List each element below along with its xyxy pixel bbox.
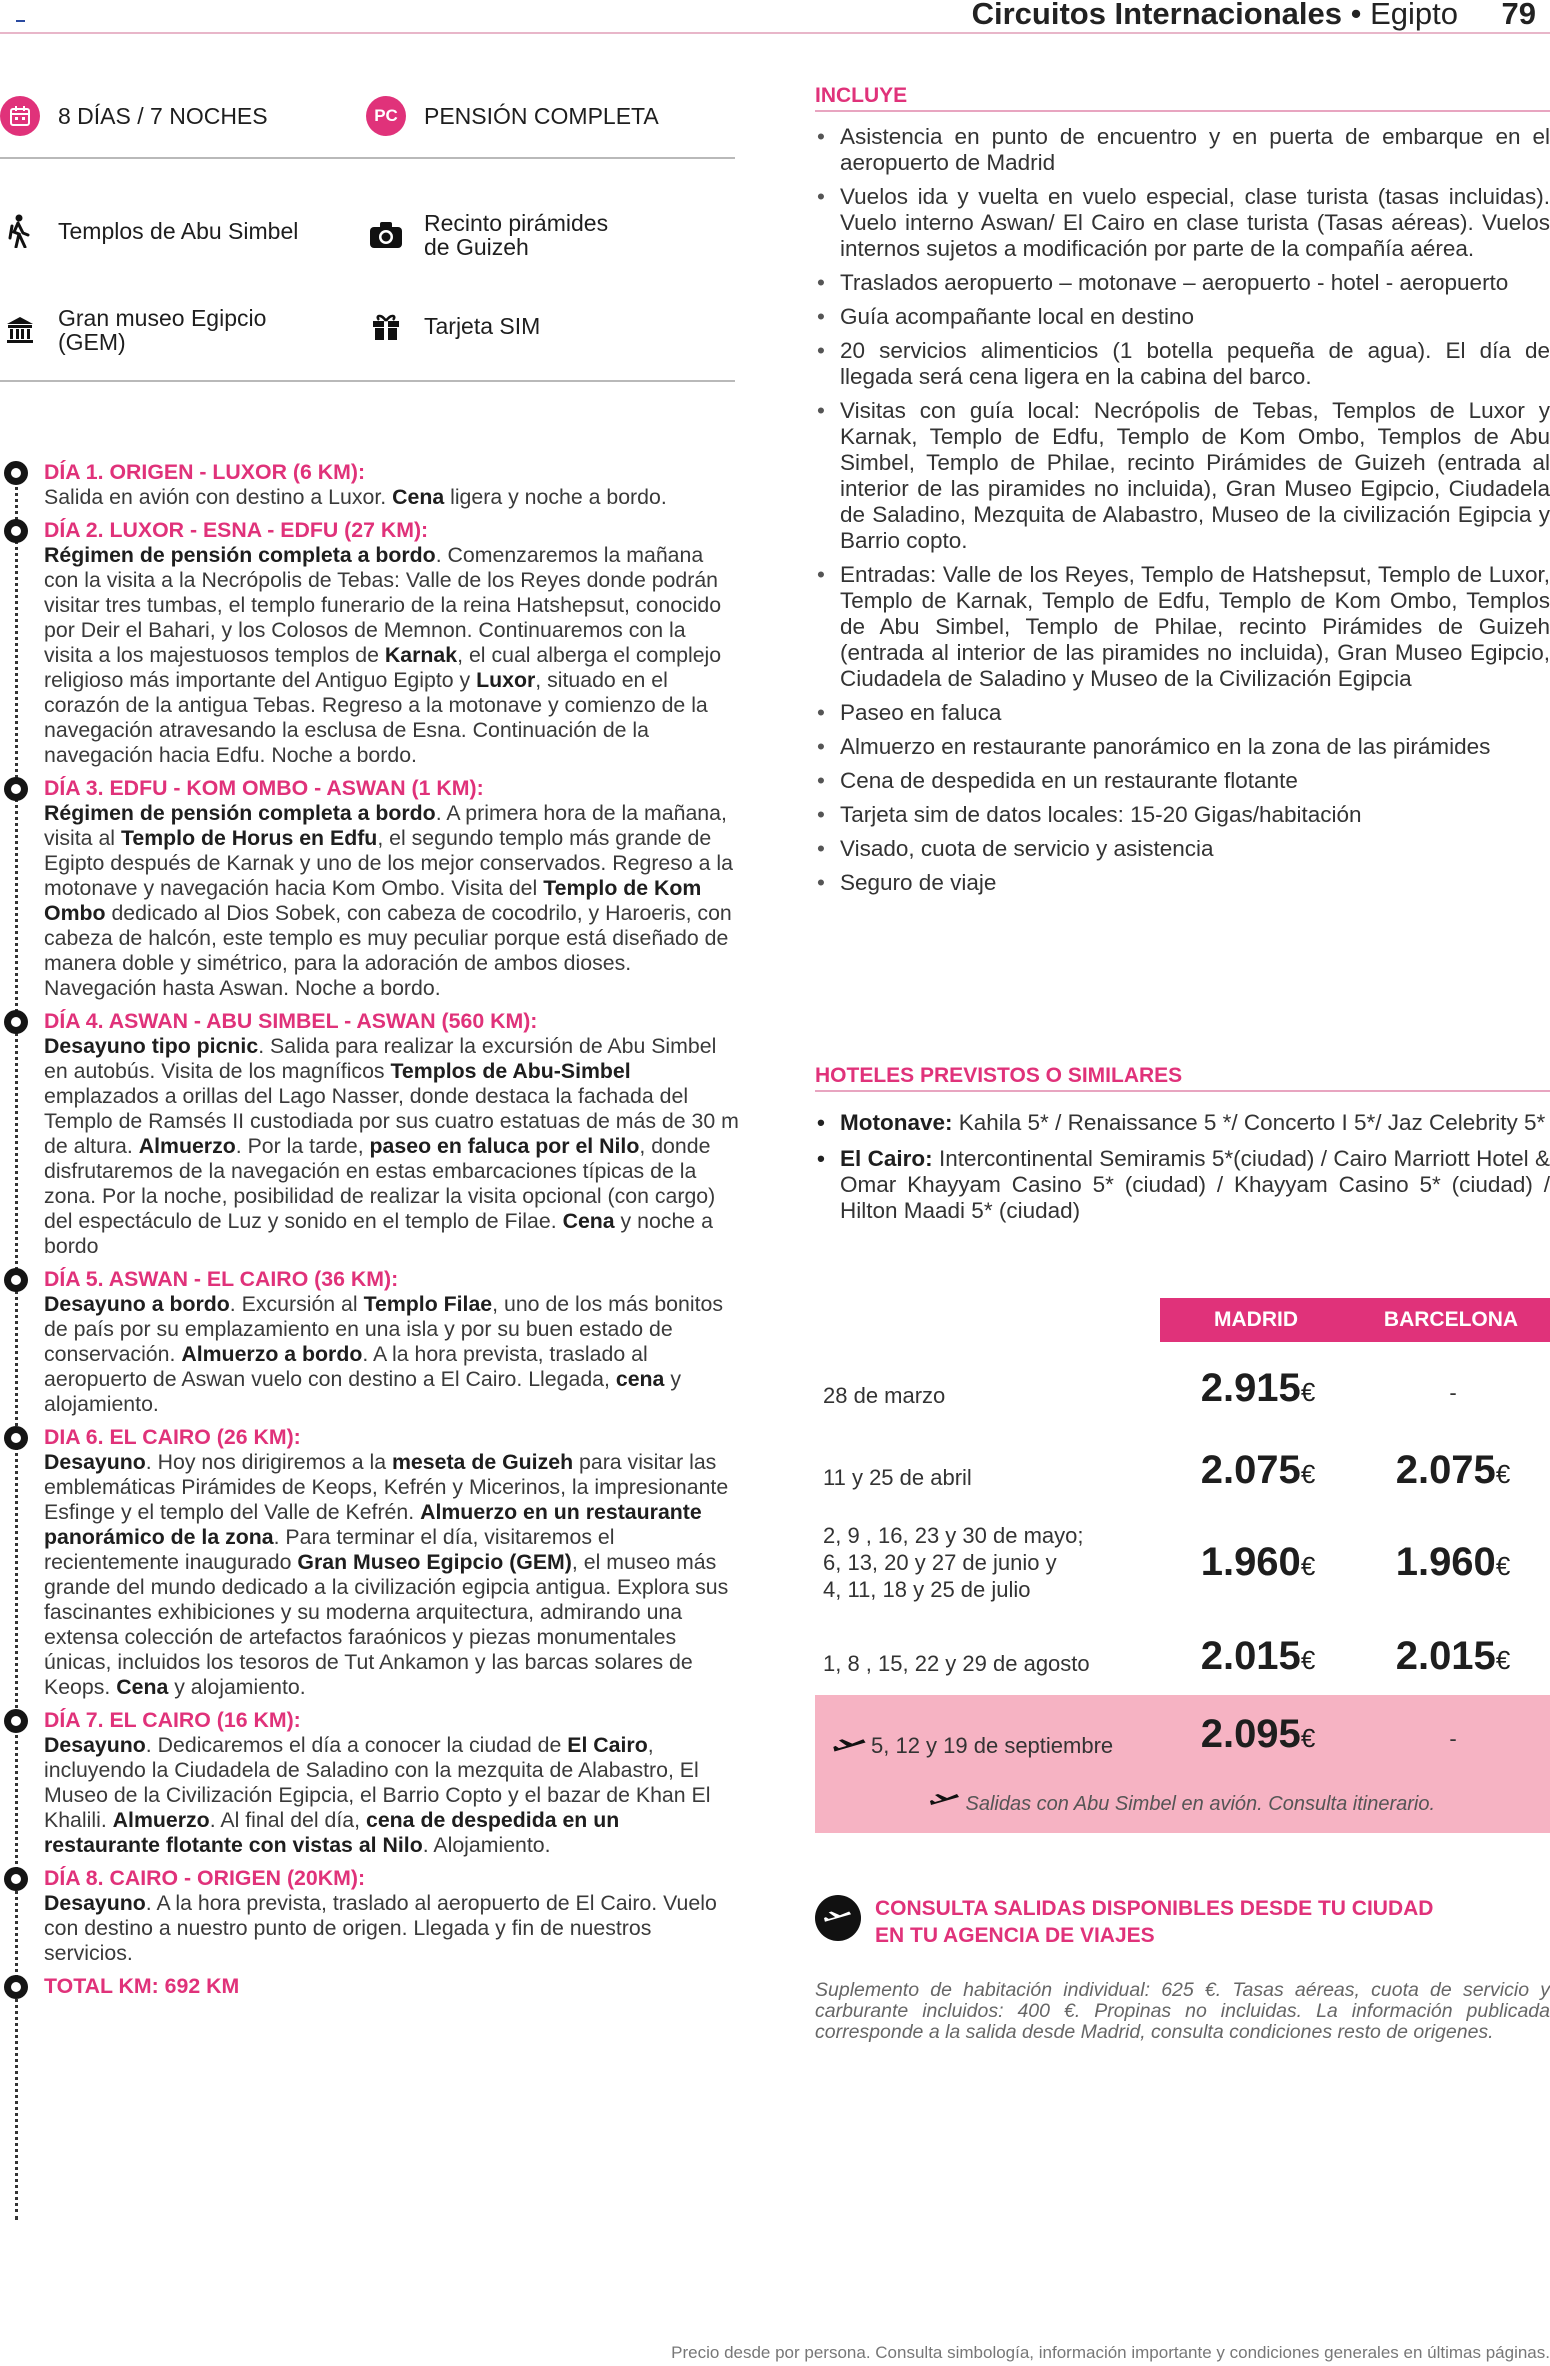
price-unavailable: - [1449, 1726, 1457, 1751]
hiker-icon [0, 211, 40, 251]
day-description: Desayuno. Hoy nos dirigiremos a la meseta de Guizeh para visitar las emblemáticas Pirámides de Keops, Kefrén y Micerinos, la impresionante Esfinge y el templo del Valle de Kefrén. Almuerzo en un restaurante panorámico de la zona. Para terminar el día, visitaremos el recientemente inaugurado Gran Museo Egipcio (GEM), el museo más grande del mundo dedicado a la civilización egipcia antigua. Explora sus fascinantes exhibiciones y su moderna arquitectura, admirando una extensa colección de artefactos faraónicos y piezas monumentales únicas, incluidos los tesoros de Tut Ankamon y las barcas solares de Keops. Cena y alojamiento. [44, 1450, 729, 1699]
timeline-dot-icon [4, 1426, 28, 1450]
itinerary-day [0, 518, 740, 768]
departure-dates: 28 de marzo [823, 1383, 946, 1408]
day-description: Salida en avión con destino a Luxor. Cena ligera y noche a bordo. [44, 485, 667, 509]
incluye-item: • Guía acompañante local en destino [815, 304, 1550, 330]
header-title [972, 0, 1458, 32]
gift-icon [366, 306, 406, 346]
price-value: 2.015 [1200, 1634, 1301, 1678]
day-title: DÍA 4. ASWAN - ABU SIMBEL - ASWAN (560 KM): [44, 1009, 538, 1033]
day-description: Desayuno. A la hora prevista, traslado al aeropuerto de El Cairo. Vuelo con destino a nuestro punto de origen. Llegada y fin de nuestros servicios. [44, 1891, 717, 1965]
price-row [815, 1712, 1550, 1772]
page-number: 79 [1501, 0, 1536, 31]
plane-icon [815, 1895, 861, 1941]
price-barcelona [1358, 1634, 1548, 1679]
itinerary-day [0, 776, 740, 1001]
price-row [815, 1444, 1550, 1504]
day-title: DÍA 3. EDFU - KOM OMBO - ASWAN (1 KM): [44, 776, 484, 800]
timeline-dot-icon [4, 461, 28, 485]
price-madrid [1163, 1712, 1353, 1757]
price-row [815, 1520, 1550, 1608]
pension-feature [366, 96, 659, 136]
hotel-names: Intercontinental Semiramis 5*(ciudad) / Cairo Marriott Hotel & Omar Khayyam Casino 5* (ciudad) / Khayyam Casino 5* (ciudad) / Hilton Maadi 5* (ciudad) [840, 1146, 1550, 1223]
header-title-separator: • [1350, 0, 1362, 31]
incluye-item: • Entradas: Valle de los Reyes, Templo de Hatshepsut, Templo de Luxor, Templo de Karnak, Templo de Edfu, Templo de Kom Ombo, Templos de Abu Simbel, Templo de Philae, recinto Pirámides de Guizeh (entrada al interior de las piramides no incluida), Gran Museo Egipcio, Ciudadela de Saladino y Museo de la Civilización Egipcia [815, 562, 1550, 692]
itinerary-day [0, 1708, 740, 1858]
timeline-dot-icon [4, 519, 28, 543]
price-row [815, 1630, 1550, 1690]
hotel-item [815, 1110, 1550, 1136]
price-madrid [1163, 1634, 1353, 1679]
timeline-dot-icon [4, 1975, 28, 1999]
museum-icon [0, 310, 40, 350]
currency-symbol: € [1300, 1645, 1316, 1675]
price-madrid [1163, 1540, 1353, 1585]
hoteles-title: HOTELES PREVISTOS O SIMILARES [815, 1064, 1183, 1087]
currency-symbol: € [1495, 1459, 1511, 1489]
consulta-callout [815, 1895, 1433, 1949]
incluye-item: • Traslados aeropuerto – motonave – aeropuerto - hotel - aeropuerto [815, 270, 1550, 296]
pension-label: PENSIÓN COMPLETA [424, 103, 659, 129]
departure-dates: 11 y 25 de abril [823, 1465, 972, 1490]
incluye-item: • Cena de despedida en un restaurante flotante [815, 768, 1550, 794]
day-description: Desayuno. Dedicaremos el día a conocer la ciudad de El Cairo, incluyendo la Ciudadela de Saladino con la mezquita de Alabastro, El Museo de la Civilización Egipcia, el Barrio Copto y el bazar de Khan El Khalili. Almuerzo. Al final del día, cena de despedida en un restaurante flotante con vistas al Nilo. Alojamiento. [44, 1733, 711, 1857]
hotel-location: Motonave: [840, 1110, 953, 1135]
incluye-item: • Almuerzo en restaurante panorámico en la zona de las pirámides [815, 734, 1550, 760]
consulta-line-1: CONSULTA SALIDAS DISPONIBLES DESDE TU CIUDAD [875, 1897, 1434, 1920]
day-title: DÍA 8. CAIRO - ORIGEN (20KM): [44, 1866, 366, 1890]
price-madrid [1163, 1448, 1353, 1493]
departure-dates: 5, 12 y 19 de septiembre [871, 1733, 1114, 1758]
col-header-madrid: MADRID [1160, 1298, 1352, 1342]
highlight-piramides [366, 211, 634, 259]
incluye-item: • Seguro de viaje [815, 870, 1550, 896]
departure-dates: 2, 9 , 16, 23 y 30 de mayo; 6, 13, 20 y 27 de junio y 4, 11, 18 y 25 de julio [823, 1523, 1084, 1602]
itinerary-day [0, 1866, 740, 1966]
incluye-item: • Paseo en faluca [815, 700, 1550, 726]
page-header [0, 0, 1550, 34]
highlight-label: Gran museo Egipcio (GEM) [58, 305, 267, 355]
corner-mark [16, 20, 25, 22]
itinerary-day [0, 1425, 740, 1700]
divider [0, 380, 735, 382]
pension-badge-icon: PC [366, 96, 406, 136]
price-barcelona [1358, 1540, 1548, 1585]
day-title: DÍA 1. ORIGEN - LUXOR (6 KM): [44, 460, 366, 484]
price-value: 2.095 [1200, 1712, 1301, 1756]
price-value: 2.015 [1395, 1634, 1496, 1678]
incluye-item: • 20 servicios alimenticios (1 botella pequeña de agua). El día de llegada será cena ligera en la cabina del barco. [815, 338, 1550, 390]
day-title: DÍA 7. EL CAIRO (16 KM): [44, 1708, 301, 1732]
price-madrid [1163, 1366, 1353, 1411]
price-value: 2.075 [1395, 1448, 1496, 1492]
day-title: DÍA 2. LUXOR - ESNA - EDFU (27 KM): [44, 518, 429, 542]
duration-label: 8 DÍAS / 7 NOCHES [58, 103, 268, 129]
header-title-destination: Egipto [1370, 0, 1458, 31]
highlight-label: Recinto pirámides de Guizeh [424, 210, 609, 260]
day-description: Régimen de pensión completa a bordo. A primera hora de la mañana, visita al Templo de Horus en Edfu, el segundo templo más grande de Egipto después de Karnak y uno de los mejor conservados. Regreso a la motonave y navegación hacia Kom Ombo. Visita del Templo de Kom Ombo dedicado al Dios Sobek, con cabeza de cocodrilo, y Haroeris, con cabeza de halcón, este templo es muy peculiar porque está diseñado de manera doble y simétrico, para la adoración de ambos dioses. Navegación hasta Aswan. Noche a bordo. [44, 801, 734, 1000]
hotel-location: El Cairo: [840, 1146, 933, 1171]
currency-symbol: € [1300, 1459, 1316, 1489]
price-value: 2.915 [1200, 1366, 1301, 1410]
currency-symbol: € [1300, 1377, 1316, 1407]
header-title-bold: Circuitos Internacionales [971, 0, 1342, 31]
price-barcelona [1358, 1448, 1548, 1493]
divider [0, 157, 735, 159]
currency-symbol: € [1495, 1551, 1511, 1581]
plane-icon [930, 1792, 960, 1816]
incluye-list [815, 124, 1550, 904]
hotel-names: Kahila 5* / Renaissance 5 */ Concerto I 5*/ Jaz Celebrity 5* [952, 1110, 1546, 1135]
timeline-dot-icon [4, 1709, 28, 1733]
day-description: Desayuno a bordo. Excursión al Templo Filae, uno de los más bonitos de país por su emplazamiento en una isla y por su buen estado de conservación. Almuerzo a bordo. A la hora prevista, traslado al aeropuerto de Aswan vuelo con destino a El Cairo. Llegada, cena y alojamiento. [44, 1292, 724, 1416]
itinerary [0, 460, 740, 1999]
price-value: 1.960 [1200, 1540, 1301, 1584]
incluye-item: • Vuelos ida y vuelta en vuelo especial, clase turista (tasas incluidas). Vuelo interno Aswan/ El Cairo en clase turista (Tasas aéreas). Vuelos internos sujetos a modificación por parte de la compañía aérea. [815, 184, 1550, 262]
camera-icon [366, 215, 406, 255]
highlight-label: Tarjeta SIM [424, 313, 541, 339]
incluye-item: • Visado, cuota de servicio y asistencia [815, 836, 1550, 862]
highlight-gem [0, 306, 318, 354]
day-title: DIA 6. EL CAIRO (26 KM): [44, 1425, 301, 1449]
timeline-dot-icon [4, 1010, 28, 1034]
plane-icon [833, 1733, 871, 1758]
itinerary-day [0, 1267, 740, 1417]
highlight-label: Templos de Abu Simbel [58, 218, 299, 244]
incluye-rule [815, 110, 1550, 112]
hoteles-list [815, 1110, 1550, 1234]
footer-note: Precio desde por persona. Consulta simbología, información importante y condiciones generales en últimas páginas. [671, 2343, 1550, 2362]
highlight-note [815, 1792, 1550, 1816]
day-title: DÍA 5. ASWAN - EL CAIRO (36 KM): [44, 1267, 399, 1291]
timeline-dot-icon [4, 1867, 28, 1891]
currency-symbol: € [1300, 1723, 1316, 1753]
incluye-item: • Visitas con guía local: Necrópolis de Tebas, Templos de Luxor y Karnak, Templo de Edfu, Templo de Kom Ombo, Templos de Abu Simbel, Templo de Philae, recinto Pirámides de Guizeh (entrada al interior de las piramides no incluida), Gran Museo Egipcio, Ciudadela de Saladino, Mezquita de Alabastro, Museo de la civilización Egipcia y Barrio copto. [815, 398, 1550, 554]
price-unavailable: - [1449, 1380, 1457, 1405]
highlight-note-text: Salidas con Abu Simbel en avión. Consulta itinerario. [965, 1793, 1436, 1815]
hoteles-rule [815, 1090, 1550, 1092]
price-row [815, 1362, 1550, 1422]
consulta-line-2: EN TU AGENCIA DE VIAJES [875, 1924, 1155, 1947]
currency-symbol: € [1495, 1645, 1511, 1675]
hotel-item [815, 1146, 1550, 1224]
price-value: 2.075 [1200, 1448, 1301, 1492]
itinerary-day [0, 1009, 740, 1259]
calendar-icon [0, 96, 40, 136]
day-description: Régimen de pensión completa a bordo. Comenzaremos la mañana con la visita a la Necrópolis de Tebas: Valle de los Reyes donde podrán visitar tres tumbas, el templo funerario de la reina Hatshepsut, conocido por Deir el Bahari, y los Colosos de Memnon. Continuaremos con la visita a los majestuosos templos de Karnak, el cual alberga el complejo religioso más importante del Antiguo Egipto y Luxor, situado en el corazón de la antigua Tebas. Regreso a la motonave y comienzo de la navegación atravesando la esclusa de Esna. Continuación de la navegación hacia Edfu. Noche a bordo. [44, 543, 722, 767]
timeline-dot-icon [4, 1268, 28, 1292]
departure-dates: 1, 8 , 15, 22 y 29 de agosto [823, 1651, 1090, 1676]
highlight-abu-simbel [0, 211, 298, 251]
day-description: Desayuno tipo picnic. Salida para realizar la excursión de Abu Simbel en autobús. Visita de los magníficos Templos de Abu-Simbel emplazados a orillas del Lago Nasser, donde destaca la fachada del Templo de Ramsés II custodiada por sus cuatro estatuas de más de 30 m de altura. Almuerzo. Por la tarde, paseo en faluca por el Nilo, donde disfrutaremos de la navegación en estas embarcaciones típicas de la zona. Por la noche, posibilidad de realizar la visita opcional (con cargo) del espectáculo de Luz y sonido en el templo de Filae. Cena y noche a bordo [44, 1034, 739, 1258]
incluye-title: INCLUYE [815, 84, 908, 107]
incluye-item: • Asistencia en punto de encuentro y en puerta de embarque en el aeropuerto de Madrid [815, 124, 1550, 176]
day-title: TOTAL KM: 692 KM [44, 1974, 240, 1998]
duration-feature [0, 96, 268, 136]
currency-symbol: € [1300, 1551, 1316, 1581]
consulta-text [875, 1895, 1433, 1949]
itinerary-day [0, 1974, 740, 1999]
incluye-item: • Tarjeta sim de datos locales: 15-20 Gigas/habitación [815, 802, 1550, 828]
highlight-sim [366, 306, 540, 346]
suplemento-note: Suplemento de habitación individual: 625 €. Tasas aéreas, cuota de servicio y carburante incluidos: 400 €. Propinas no incluidas. La información publicada corresponde a la salida desde Madrid, consulta condiciones resto de origenes. [815, 1979, 1550, 2043]
itinerary-day [0, 460, 740, 510]
timeline-dot-icon [4, 777, 28, 801]
price-value: 1.960 [1395, 1540, 1496, 1584]
col-header-barcelona: BARCELONA [1352, 1298, 1550, 1342]
